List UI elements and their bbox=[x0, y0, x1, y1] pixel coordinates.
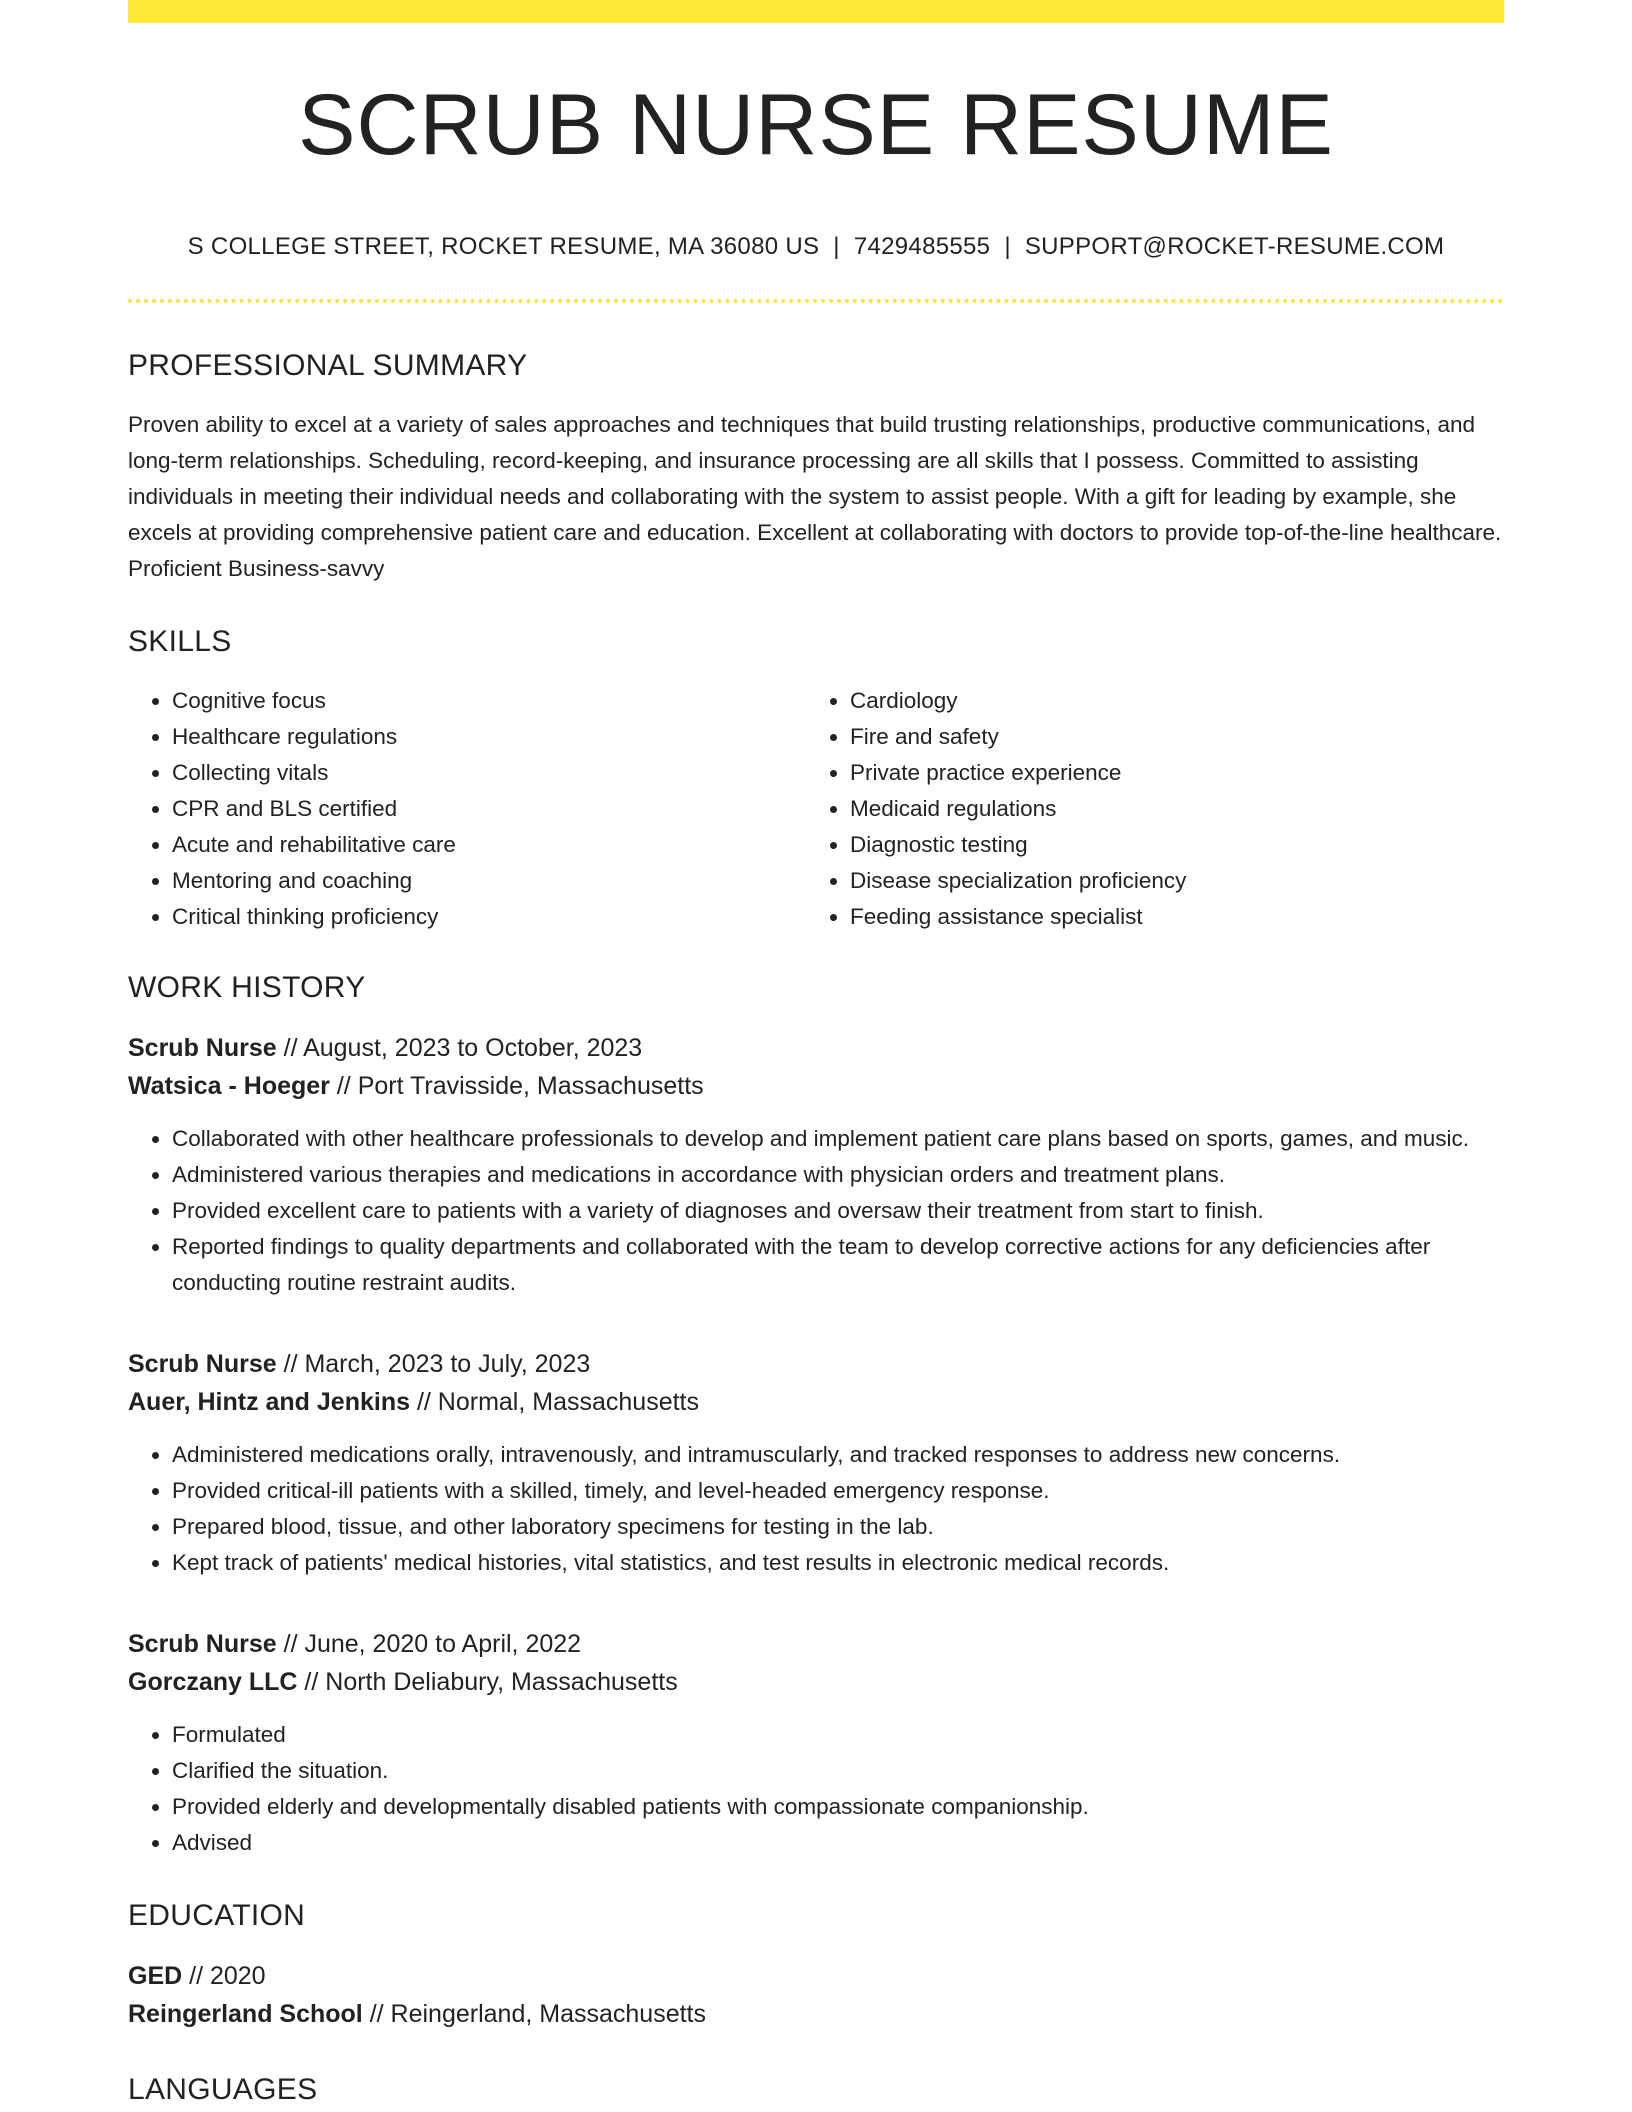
contact-email: SUPPORT@ROCKET-RESUME.COM bbox=[1024, 233, 1445, 260]
work-history-heading: WORK HISTORY bbox=[128, 971, 366, 1004]
languages-heading: LANGUAGES bbox=[128, 2073, 318, 2106]
job-dates: // August, 2023 to October, 2023 bbox=[276, 1034, 643, 1062]
job-title: Scrub Nurse bbox=[128, 1630, 277, 1658]
job-entry bbox=[128, 1625, 1504, 1861]
education-year: // 2020 bbox=[182, 1962, 266, 1990]
contact-line bbox=[128, 235, 1504, 259]
dotted-divider bbox=[128, 299, 1504, 303]
skill-item: • Collecting vitals bbox=[172, 755, 806, 791]
summary-heading: PROFESSIONAL SUMMARY bbox=[128, 349, 528, 382]
skill-item: • Fire and safety bbox=[850, 719, 1484, 755]
job-bullet: • Kept track of patients' medical histories, vital statistics, and test results in electronic medical records. bbox=[172, 1545, 1504, 1581]
job-title: Scrub Nurse bbox=[128, 1034, 277, 1062]
job-title-line bbox=[128, 1029, 1504, 1067]
education-degree: GED bbox=[128, 1962, 183, 1990]
job-dates: // June, 2020 to April, 2022 bbox=[276, 1630, 582, 1658]
job-bullet: • Formulated bbox=[172, 1717, 1504, 1753]
job-location: // Normal, Massachusetts bbox=[410, 1388, 699, 1416]
contact-address: S COLLEGE STREET, ROCKET RESUME, MA 36080 US bbox=[187, 233, 820, 260]
job-title-line bbox=[128, 1345, 1504, 1383]
summary-text: Proven ability to excel at a variety of sales approaches and techniques that build trusting relationships, productive communications, and long-term relationships. Scheduling, record-keeping, and insurance processing are all skills that I possess. Committed to assisting individuals in meeting their individual needs and collaborating with the system to assist people. With a gift for leading by example, she excels at providing comprehensive patient care and education. Excellent at collaborating with doctors to provide top-of-the-line healthcare. Proficient Business-savvy bbox=[128, 412, 1502, 581]
contact-separator: | bbox=[833, 233, 840, 260]
skills-grid bbox=[128, 683, 1504, 935]
job-bullet: • Collaborated with other healthcare professionals to develop and implement patient care plans based on sports, games, and music. bbox=[172, 1121, 1504, 1157]
job-bullet: • Administered medications orally, intravenously, and intramuscularly, and tracked responses to address new concerns. bbox=[172, 1437, 1504, 1473]
job-company: Watsica - Hoeger bbox=[128, 1072, 330, 1100]
resume-title: SCRUB NURSE RESUME bbox=[298, 77, 1334, 173]
job-title-line bbox=[128, 1625, 1504, 1663]
job-company-line bbox=[128, 1383, 1504, 1421]
accent-bar bbox=[128, 0, 1504, 23]
education-school-line bbox=[128, 1995, 1504, 2033]
job-bullets bbox=[128, 1121, 1504, 1301]
education-location: // Reingerland, Massachusetts bbox=[362, 2000, 706, 2028]
job-bullet: • Provided elderly and developmentally disabled patients with compassionate companionship. bbox=[172, 1789, 1504, 1825]
job-entry bbox=[128, 1345, 1504, 1581]
job-bullet: • Advised bbox=[172, 1825, 1504, 1861]
skill-item: • Private practice experience bbox=[850, 755, 1484, 791]
job-bullets bbox=[128, 1437, 1504, 1581]
education-degree-line bbox=[128, 1957, 1504, 1995]
skill-item: • Mentoring and coaching bbox=[172, 863, 806, 899]
skills-list-right bbox=[806, 683, 1484, 935]
job-company: Auer, Hintz and Jenkins bbox=[128, 1388, 411, 1416]
job-bullet: • Prepared blood, tissue, and other laboratory specimens for testing in the lab. bbox=[172, 1509, 1504, 1545]
skill-item: • Diagnostic testing bbox=[850, 827, 1484, 863]
job-company: Gorczany LLC bbox=[128, 1668, 298, 1696]
skills-heading: SKILLS bbox=[128, 625, 232, 658]
job-bullet: • Provided critical-ill patients with a skilled, timely, and level-headed emergency response. bbox=[172, 1473, 1504, 1509]
job-company-line bbox=[128, 1067, 1504, 1105]
job-title: Scrub Nurse bbox=[128, 1350, 277, 1378]
skill-item: • Acute and rehabilitative care bbox=[172, 827, 806, 863]
education-entry bbox=[128, 1957, 1504, 2033]
contact-phone: 7429485555 bbox=[853, 233, 991, 260]
job-location: // Port Travisside, Massachusetts bbox=[329, 1072, 704, 1100]
contact-separator: | bbox=[1004, 233, 1011, 260]
education-school: Reingerland School bbox=[128, 2000, 363, 2028]
job-bullet: • Reported findings to quality departments and collaborated with the team to develop corrective actions for any deficiencies after conducting routine restraint audits. bbox=[172, 1229, 1504, 1301]
skill-item: • Critical thinking proficiency bbox=[172, 899, 806, 935]
resume-page bbox=[128, 0, 1504, 2105]
skill-item: • Cognitive focus bbox=[172, 683, 806, 719]
job-bullet: • Provided excellent care to patients with a variety of diagnoses and oversaw their treatment from start to finish. bbox=[172, 1193, 1504, 1229]
education-heading: EDUCATION bbox=[128, 1899, 306, 1932]
skill-item: • Disease specialization proficiency bbox=[850, 863, 1484, 899]
skill-item: • Feeding assistance specialist bbox=[850, 899, 1484, 935]
skill-item: • Medicaid regulations bbox=[850, 791, 1484, 827]
skill-item: • CPR and BLS certified bbox=[172, 791, 806, 827]
skill-item: • Healthcare regulations bbox=[172, 719, 806, 755]
job-location: // North Deliabury, Massachusetts bbox=[297, 1668, 678, 1696]
job-bullet: • Clarified the situation. bbox=[172, 1753, 1504, 1789]
skills-list-left bbox=[128, 683, 806, 935]
job-entry bbox=[128, 1029, 1504, 1301]
job-dates: // March, 2023 to July, 2023 bbox=[276, 1350, 591, 1378]
job-bullets bbox=[128, 1717, 1504, 1861]
skill-item: • Cardiology bbox=[850, 683, 1484, 719]
job-bullet: • Administered various therapies and medications in accordance with physician orders and treatment plans. bbox=[172, 1157, 1504, 1193]
job-company-line bbox=[128, 1663, 1504, 1701]
